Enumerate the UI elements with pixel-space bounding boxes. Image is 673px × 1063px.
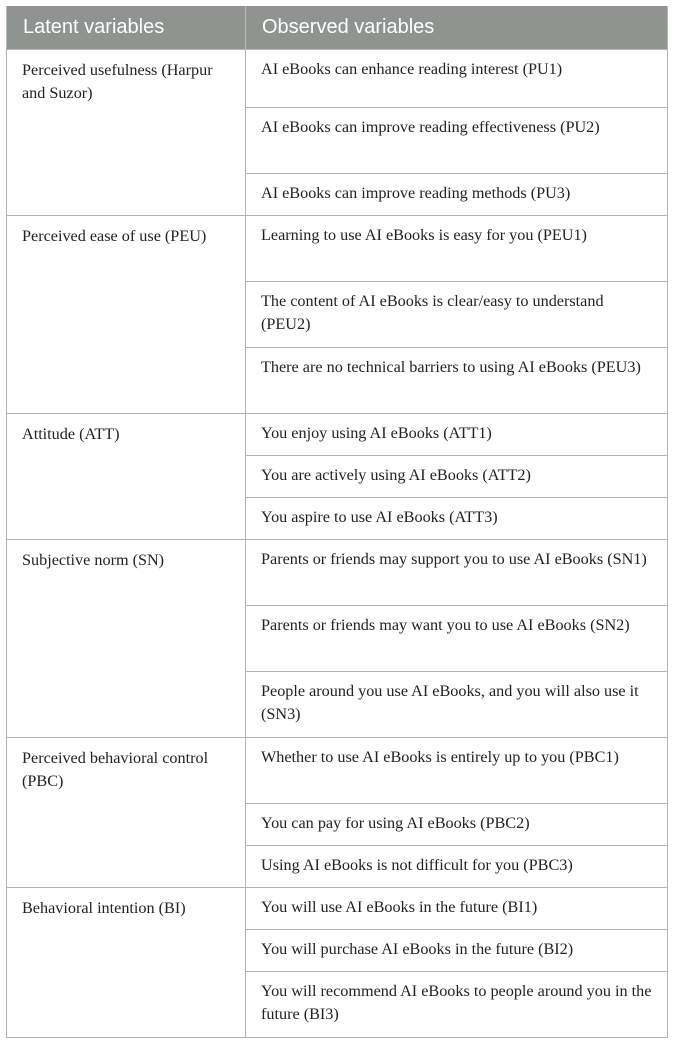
header-row — [7, 6, 668, 50]
header-observed-variables: Observed variables — [246, 6, 668, 50]
observed-cell: You are actively using AI eBooks (ATT2) — [246, 456, 668, 498]
observed-cell: Whether to use AI eBooks is entirely up to you (PBC1) — [246, 738, 668, 804]
observed-cell: Parents or friends may want you to use AI eBooks (SN2) — [246, 606, 668, 672]
observed-cell: There are no technical barriers to using AI eBooks (PEU3) — [246, 348, 668, 414]
table-row — [7, 540, 668, 606]
observed-cell: AI eBooks can enhance reading interest (PU1) — [246, 50, 668, 108]
latent-cell: Perceived behavioral control (PBC) — [7, 738, 246, 888]
table-row — [7, 50, 668, 108]
table-row — [7, 216, 668, 282]
observed-cell: You will use AI eBooks in the future (BI1) — [246, 888, 668, 930]
observed-cell: You can pay for using AI eBooks (PBC2) — [246, 804, 668, 846]
table-row — [7, 888, 668, 930]
latent-cell: Perceived ease of use (PEU) — [7, 216, 246, 414]
header-latent-variables: Latent variables — [7, 6, 246, 50]
observed-cell: Learning to use AI eBooks is easy for you (PEU1) — [246, 216, 668, 282]
observed-cell: AI eBooks can improve reading methods (PU3) — [246, 174, 668, 216]
latent-cell: Perceived usefulness (Harpur and Suzor) — [7, 50, 246, 216]
observed-cell: The content of AI eBooks is clear/easy to understand (PEU2) — [246, 282, 668, 348]
variables-table — [6, 6, 668, 1038]
observed-cell: AI eBooks can improve reading effectiveness (PU2) — [246, 108, 668, 174]
observed-cell: People around you use AI eBooks, and you will also use it (SN3) — [246, 672, 668, 738]
table-row — [7, 414, 668, 456]
latent-cell: Attitude (ATT) — [7, 414, 246, 540]
observed-cell: Parents or friends may support you to use AI eBooks (SN1) — [246, 540, 668, 606]
observed-cell: Using AI eBooks is not difficult for you (PBC3) — [246, 846, 668, 888]
latent-cell: Subjective norm (SN) — [7, 540, 246, 738]
table-row — [7, 738, 668, 804]
observed-cell: You enjoy using AI eBooks (ATT1) — [246, 414, 668, 456]
latent-cell: Behavioral intention (BI) — [7, 888, 246, 1038]
observed-cell: You will purchase AI eBooks in the future (BI2) — [246, 930, 668, 972]
observed-cell: You will recommend AI eBooks to people around you in the future (BI3) — [246, 972, 668, 1038]
observed-cell: You aspire to use AI eBooks (ATT3) — [246, 498, 668, 540]
